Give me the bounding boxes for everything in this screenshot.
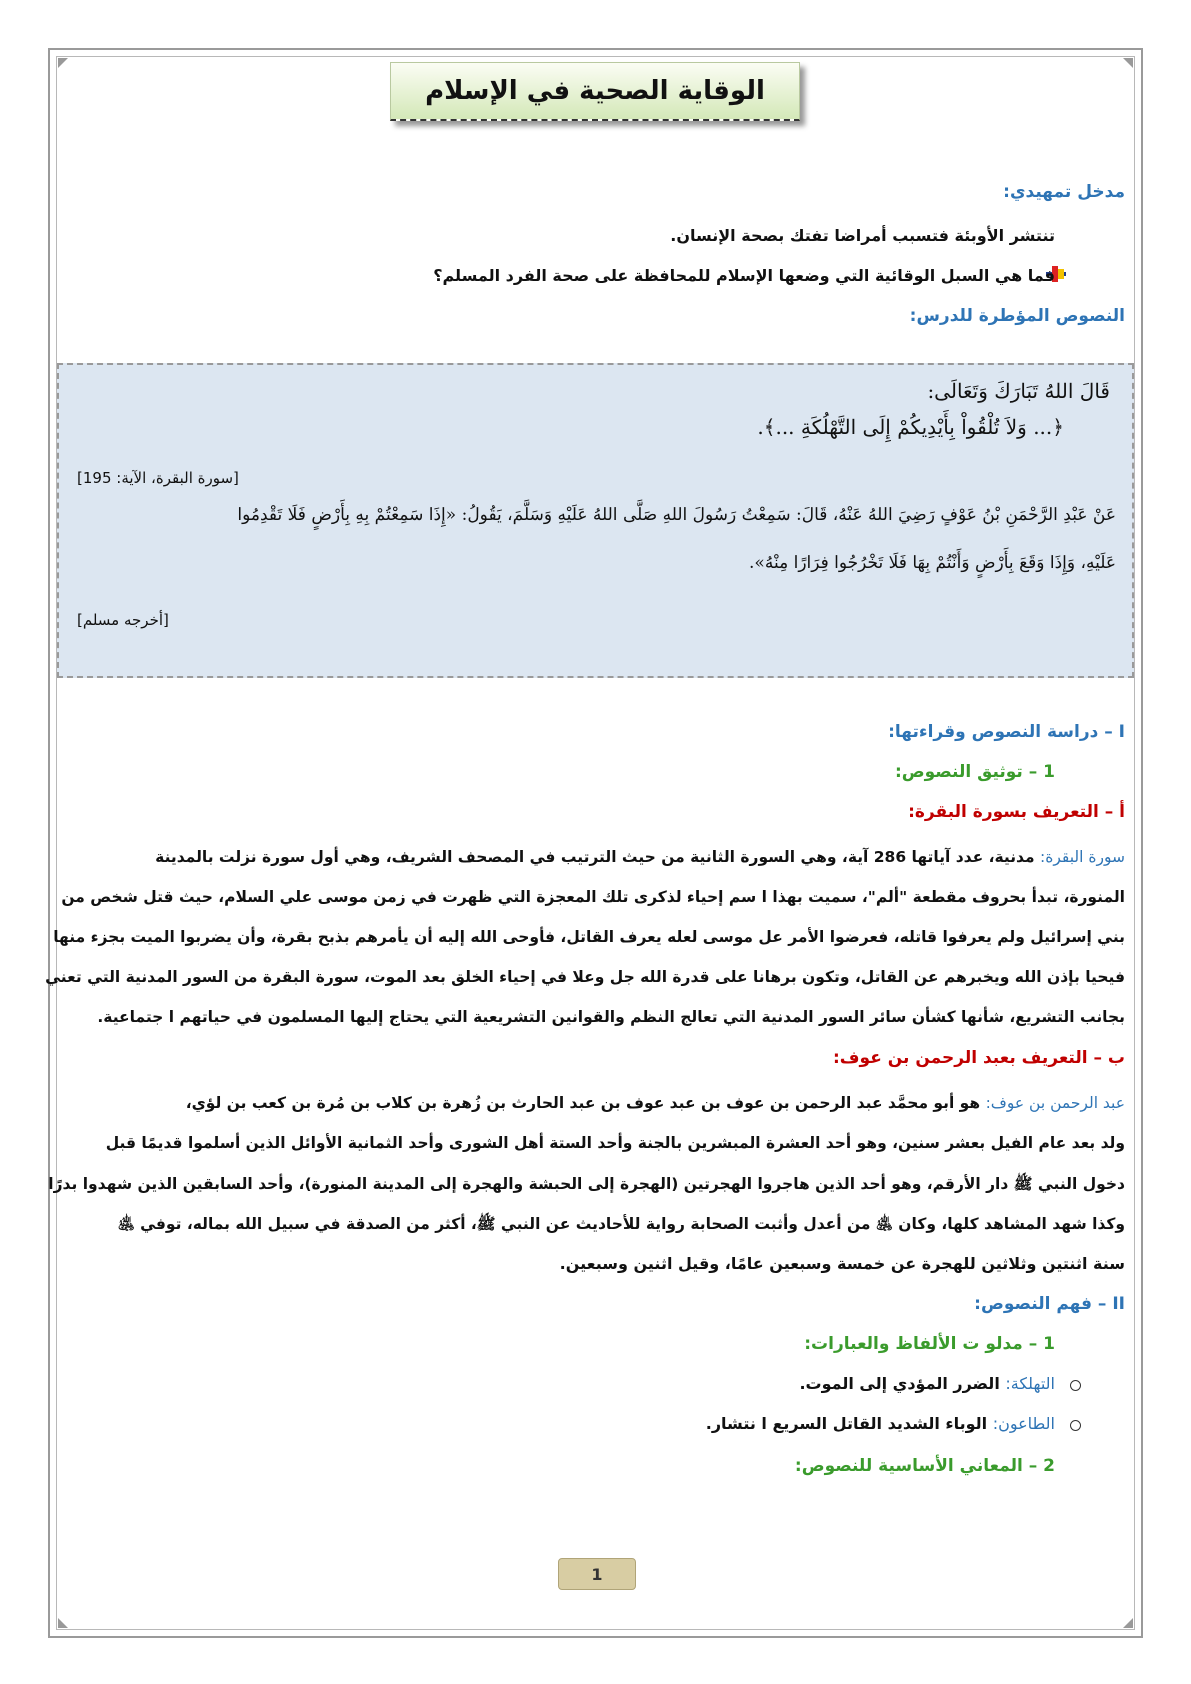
term-definition: الوباء الشديد القاتل السريع ا نتشار. (705, 1414, 988, 1433)
hadith-reference: [أخرجه مسلم] (77, 611, 169, 629)
texts-heading: النصوص المؤطرة للدرس: (909, 306, 1125, 326)
hadith-line: عَلَيْهِ، وَإِذَا وَقَعَ بِأَرْضٍ وَأَنْتُمْ بِهَا فَلَا تَخْرُجُوا فِرَارًا مِنْهُ». (749, 553, 1116, 573)
awf-line: سنة اثنتين وثلاثين للهجرة عن خمسة وسبعين عامًا، وقيل اثنين وسبعين. (559, 1254, 1125, 1273)
baqara-label: سورة البقرة: (1040, 848, 1125, 866)
term-item (799, 1374, 1055, 1393)
section1-sub1: 1 – توثيق النصوص: (894, 762, 1055, 782)
term-item (706, 1414, 1055, 1433)
baqara-line: المنورة، تبدأ بحروف مقطعة "ألم"، سميت بهذا ا سم إحياء لذكرى تلك المعجزة التي ظهرت في زمن موسى علي السلام، حيث قتل شخص من (61, 888, 1125, 906)
section1-sub-a: أ – التعريف بسورة البقرة: (908, 802, 1125, 822)
hadith-line: عَنْ عَبْدِ الرَّحْمَنِ بْنُ عَوْفٍ رَضِيَ اللهُ عَنْهُ، قَالَ: سَمِعْتُ رَسُولَ اللهِ صَلَّى اللهُ عَلَيْهِ وَسَلَّمَ، يَقُولُ: «إِذَا سَمِعْتُمْ بِهِ بِأَرْضٍ فَلَا تَقْدِمُوا (237, 505, 1116, 525)
corner-ornament (58, 1618, 68, 1628)
awf-line: دخول النبي ﷺ دار الأرقم، وهو أحد الذين هاجروا الهجرتين (الهجرة إلى الحبشة والهجرة إلى المدينة المنورة)، وأحد السابقين الذين شهدوا بدرًا (48, 1175, 1125, 1193)
title-banner (390, 62, 800, 121)
intro-question: فما هي السبل الوقائية التي وضعها الإسلام للمحافظة على صحة الفرد المسلم؟ (433, 266, 1055, 285)
intro-heading: مدخل تمهيدي: (1003, 182, 1125, 202)
baqara-line: سورة البقرة: مدنية، عدد آياتها 286 آية، وهي السورة الثانية من حيث الترتيب في المصحف الشريف، وهي أول سورة نزلت بالمدينة (155, 848, 1125, 866)
circle-bullet-icon (1070, 1380, 1081, 1391)
awf-line: وكذا شهد المشاهد كلها، وكان ﵁ من أعدل وأثبت الصحابة رواية للأحاديث عن النبي ﷺ، أكثر من الصدقة في سبيل الله بماله، توفي ﵁ (117, 1215, 1125, 1233)
awf-line: عبد الرحمن بن عوف: هو أبو محمَّد عبد الرحمن بن عوف بن عبد عوف بن عبد الحارث بن زُهرة بن كلاب بن مُرة بن كعب بن لؤي، (185, 1094, 1125, 1112)
page-title: الوقاية الصحية في الإسلام (425, 76, 765, 106)
texts-box (57, 363, 1134, 678)
intro-line: تنتشر الأوبئة فتسبب أمراضا تفتك بصحة الإنسان. (670, 226, 1055, 245)
term-definition: الضرر المؤدي إلى الموت. (799, 1374, 1000, 1393)
baqara-line: فيحيا بإذن الله ويخبرهم عن القاتل، وتكون برهانا على قدرة الله جل وعلا في إحياء الخلق بعد الموت، سورة البقرة من السور المدنية التي تعني (45, 968, 1125, 986)
verse-reference: [سورة البقرة، الآية: 195] (77, 469, 239, 487)
awf-label: عبد الرحمن بن عوف: (985, 1094, 1125, 1112)
section1-sub-b: ب – التعريف بعبد الرحمن بن عوف: (832, 1048, 1125, 1068)
corner-ornament (58, 58, 68, 68)
term-label: التهلكة: (1005, 1374, 1055, 1393)
section1-heading: I – دراسة النصوص وقراءتها: (888, 722, 1125, 742)
section2-sub2: 2 – المعاني الأساسية للنصوص: (794, 1456, 1055, 1476)
baqara-line: بجانب التشريع، شأنها كشأن سائر السور المدنية التي تعالج النظم والقوانين التشريعية التي يحتاج إليها المسلمون في حياتهم ا جتماعية. (97, 1008, 1125, 1026)
page-frame-inner (45, 56, 1135, 1630)
section2-heading: II – فهم النصوص: (974, 1294, 1125, 1314)
quran-verse: ﴿... وَلاَ تُلْقُواْ بِأَيْدِيكُمْ إِلَى التَّهْلُكَةِ ...﴾. (757, 415, 1064, 439)
corner-ornament (1123, 1618, 1133, 1628)
section2-sub1: 1 – مدلو ت الألفاظ والعبارات: (804, 1334, 1055, 1354)
page-number: 1 (558, 1558, 636, 1590)
corner-ornament (1123, 58, 1133, 68)
quran-intro: قَالَ اللهُ تَبَارَكَ وَتَعَالَى: (927, 379, 1110, 403)
term-label: الطاعون: (992, 1414, 1055, 1433)
circle-bullet-icon (1070, 1420, 1081, 1431)
baqara-line: بني إسرائيل ولم يعرفوا قاتله، فعرضوا الأمر عل موسى لعله يعرف القاتل، فأوحى الله إليه أن يأمرهم بذبح بقرة، وأن يضربوا الميت بجزء منها (53, 928, 1125, 946)
awf-line: ولد بعد عام الفيل بعشر سنين، وهو أحد العشرة المبشرين بالجنة وأحد الستة أهل الشورى وأحد الثمانية الأوائل الذين أسلموا قديمًا قبل (105, 1134, 1125, 1152)
